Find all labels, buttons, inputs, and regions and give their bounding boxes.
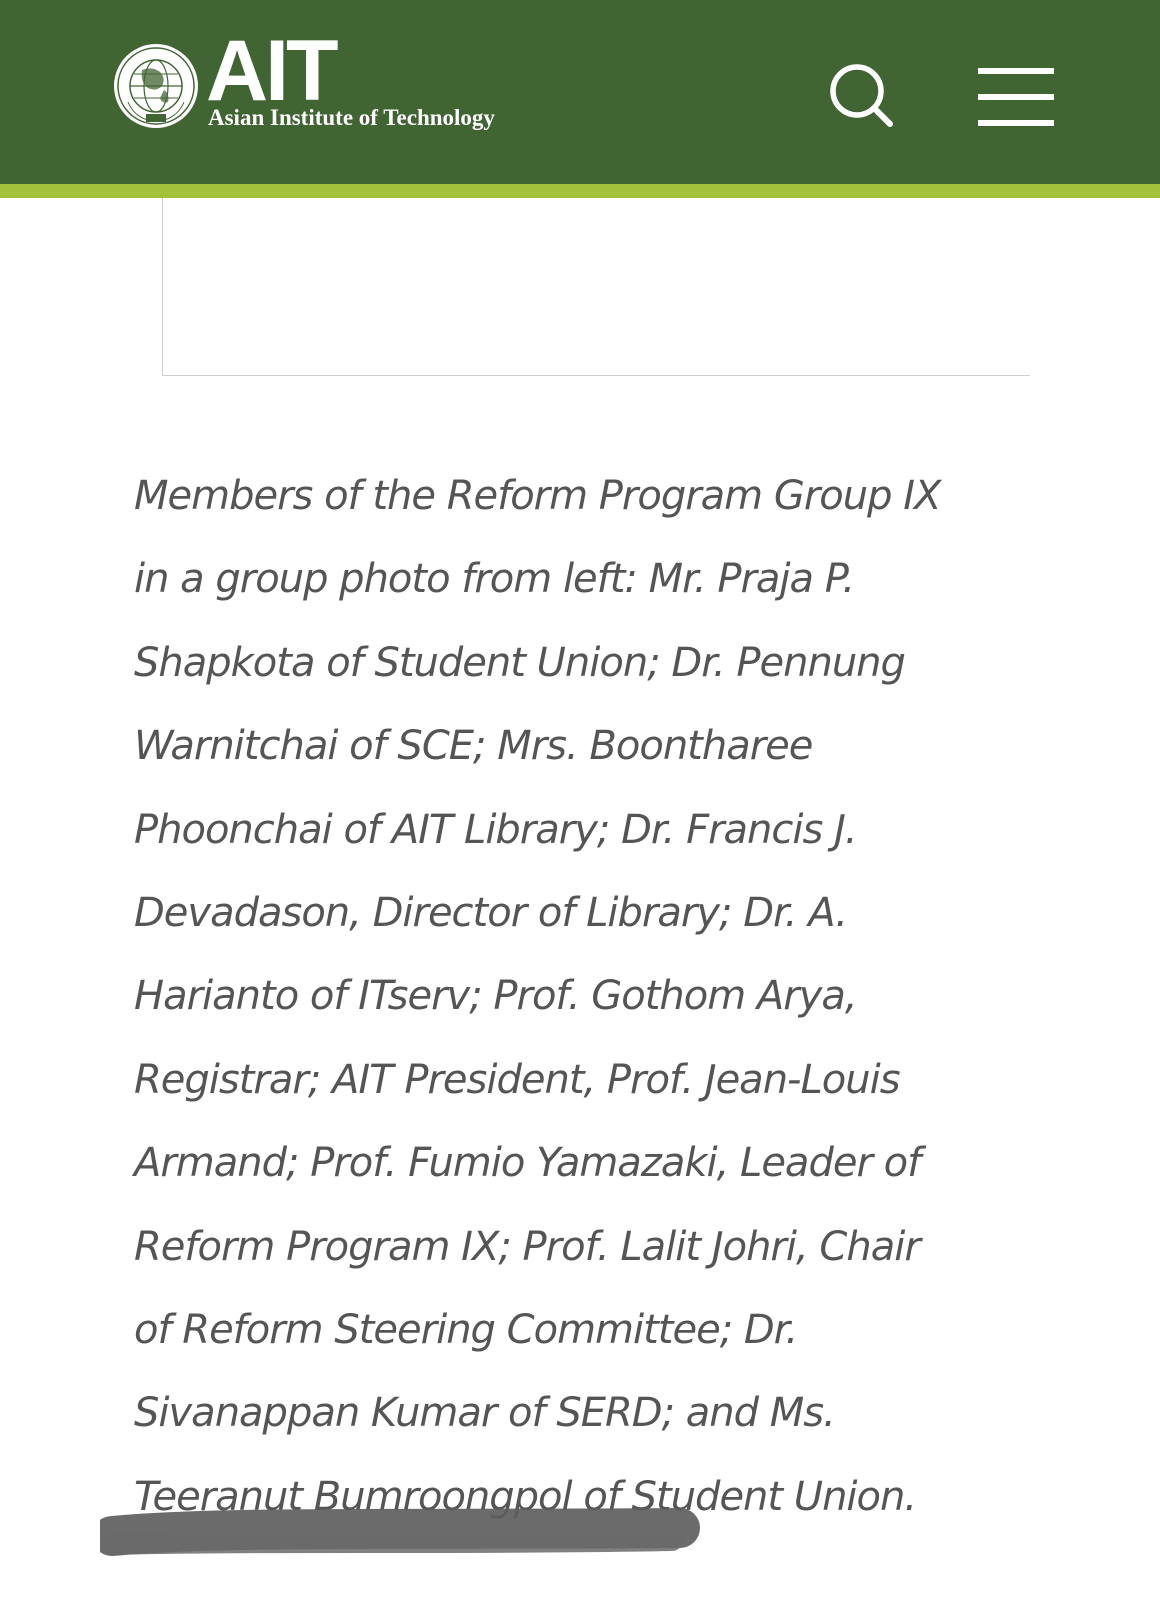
- ait-seal-icon: [112, 42, 200, 130]
- caption-line: Teeranut Bumroongpol of Student Union.: [134, 1473, 917, 1520]
- redaction-mark: [100, 1500, 700, 1570]
- photo-caption: [134, 455, 1034, 1539]
- caption-line: Devadason, Director of Library; Dr. A.: [134, 890, 848, 937]
- caption-line: Shapkota of Student Union; Dr. Pennung: [134, 639, 905, 686]
- ait-logo[interactable]: [112, 23, 552, 138]
- logo-tagline: Asian Institute of Technology: [208, 105, 495, 130]
- search-icon: [828, 62, 898, 132]
- caption-line: Harianto of ITserv; Prof. Gothom Arya,: [134, 973, 857, 1020]
- caption-line: Sivanappan Kumar of SERD; and Ms.: [134, 1390, 835, 1437]
- caption-line: Reform Program IX; Prof. Lalit Johri, Chair: [134, 1223, 920, 1270]
- caption-line: of Reform Steering Committee; Dr.: [134, 1307, 798, 1354]
- header-accent-stripe: [0, 184, 1160, 198]
- search-button[interactable]: [828, 62, 898, 132]
- site-header: [0, 0, 1160, 184]
- logo-wordmark: AIT: [206, 23, 336, 119]
- caption-line: in a group photo from left: Mr. Praja P.: [134, 556, 855, 603]
- caption-line: Armand; Prof. Fumio Yamazaki, Leader of: [134, 1140, 921, 1187]
- caption-line: Registrar; AIT President, Prof. Jean-Louis: [134, 1056, 900, 1103]
- menu-button[interactable]: [978, 66, 1054, 128]
- caption-line: Warnitchai of SCE; Mrs. Boontharee: [134, 723, 813, 770]
- caption-line: Members of the Reform Program Group IX: [134, 473, 941, 519]
- photo-frame: [162, 198, 1030, 376]
- hamburger-menu-icon: [978, 66, 1054, 128]
- caption-line: Phoonchai of AIT Library; Dr. Francis J.: [134, 806, 857, 853]
